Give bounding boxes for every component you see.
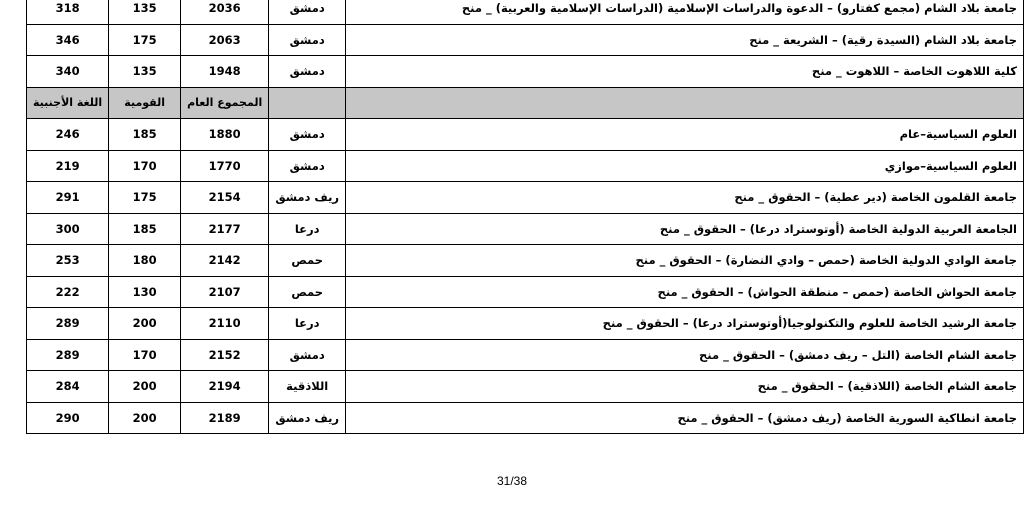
total-score: 1948 [181,56,269,88]
total-score: 2036 [181,0,269,24]
city: حمص [269,245,346,277]
national-score: 200 [109,371,181,403]
university-program: جامعة بلاد الشام (السيدة رقية) – الشريعة _ منح [346,24,1024,56]
total-score: 2063 [181,24,269,56]
university-program: جامعة الشام الخاصة (اللاذقية) – الحقوق _ منح [346,371,1024,403]
total-score: 1770 [181,150,269,182]
total-score: 2107 [181,276,269,308]
city: درعا [269,308,346,340]
table-row [27,339,1024,371]
city: اللاذقية [269,371,346,403]
table-row [27,402,1024,434]
table-row [27,371,1024,403]
national-score: 170 [109,339,181,371]
city: دمشق [269,339,346,371]
table-row [27,150,1024,182]
total-score: 2110 [181,308,269,340]
header-foreign-language: اللغة الأجنبية [27,87,109,119]
header-city [269,87,346,119]
university-program: كلية اللاهوت الخاصة – اللاهوت _ منح [346,56,1024,88]
header-national: القومية [109,87,181,119]
foreign-language-score: 289 [27,308,109,340]
total-score: 2154 [181,182,269,214]
university-program: جامعة الرشيد الخاصة للعلوم والتكنولوجيا(أوتوستراد درعا) – الحقوق _ منح [346,308,1024,340]
city: دمشق [269,119,346,151]
total-score: 2189 [181,402,269,434]
table-row [27,213,1024,245]
total-score: 2177 [181,213,269,245]
foreign-language-score: 289 [27,339,109,371]
admission-table [26,0,1024,434]
foreign-language-score: 290 [27,402,109,434]
page-number: 31/38 [496,474,528,488]
national-score: 135 [109,56,181,88]
city: درعا [269,213,346,245]
total-score: 1880 [181,119,269,151]
total-score: 2152 [181,339,269,371]
national-score: 180 [109,245,181,277]
total-score: 2194 [181,371,269,403]
city: دمشق [269,56,346,88]
total-score: 2142 [181,245,269,277]
national-score: 135 [109,0,181,24]
foreign-language-score: 300 [27,213,109,245]
foreign-language-score: 318 [27,0,109,24]
table-row [27,0,1024,24]
foreign-language-score: 253 [27,245,109,277]
national-score: 185 [109,119,181,151]
header-name [346,87,1024,119]
national-score: 175 [109,24,181,56]
university-program: جامعة الشام الخاصة (التل – ريف دمشق) – الحقوق _ منح [346,339,1024,371]
foreign-language-score: 219 [27,150,109,182]
national-score: 185 [109,213,181,245]
national-score: 175 [109,182,181,214]
national-score: 200 [109,308,181,340]
city: دمشق [269,150,346,182]
foreign-language-score: 291 [27,182,109,214]
foreign-language-score: 340 [27,56,109,88]
table-row [27,56,1024,88]
city: حمص [269,276,346,308]
university-program: العلوم السياسية–عام [346,119,1024,151]
university-program: جامعة بلاد الشام (مجمع كفتارو) – الدعوة والدراسات الإسلامية (الدراسات الإسلامية والعربية) _ منح [346,0,1024,24]
table-header-row [27,87,1024,119]
university-program: العلوم السياسية–موازي [346,150,1024,182]
university-program: الجامعة العربية الدولية الخاصة (أوتوستراد درعا) – الحقوق _ منح [346,213,1024,245]
national-score: 170 [109,150,181,182]
national-score: 200 [109,402,181,434]
header-total: المجموع العام [181,87,269,119]
table-row [27,182,1024,214]
foreign-language-score: 346 [27,24,109,56]
university-program: جامعة الوادي الدولية الخاصة (حمص – وادي النضارة) – الحقوق _ منح [346,245,1024,277]
admission-table-body [27,0,1024,434]
table-row [27,308,1024,340]
city: ريف دمشق [269,182,346,214]
university-program: جامعة القلمون الخاصة (دير عطية) – الحقوق _ منح [346,182,1024,214]
foreign-language-score: 284 [27,371,109,403]
national-score: 130 [109,276,181,308]
table-row [27,24,1024,56]
table-row [27,245,1024,277]
university-program: جامعة انطاكية السورية الخاصة (ريف دمشق) – الحقوق _ منح [346,402,1024,434]
table-row [27,119,1024,151]
table-row [27,276,1024,308]
foreign-language-score: 246 [27,119,109,151]
city: دمشق [269,0,346,24]
university-program: جامعة الحواش الخاصة (حمص – منطقة الحواش) – الحقوق _ منح [346,276,1024,308]
city: ريف دمشق [269,402,346,434]
city: دمشق [269,24,346,56]
foreign-language-score: 222 [27,276,109,308]
